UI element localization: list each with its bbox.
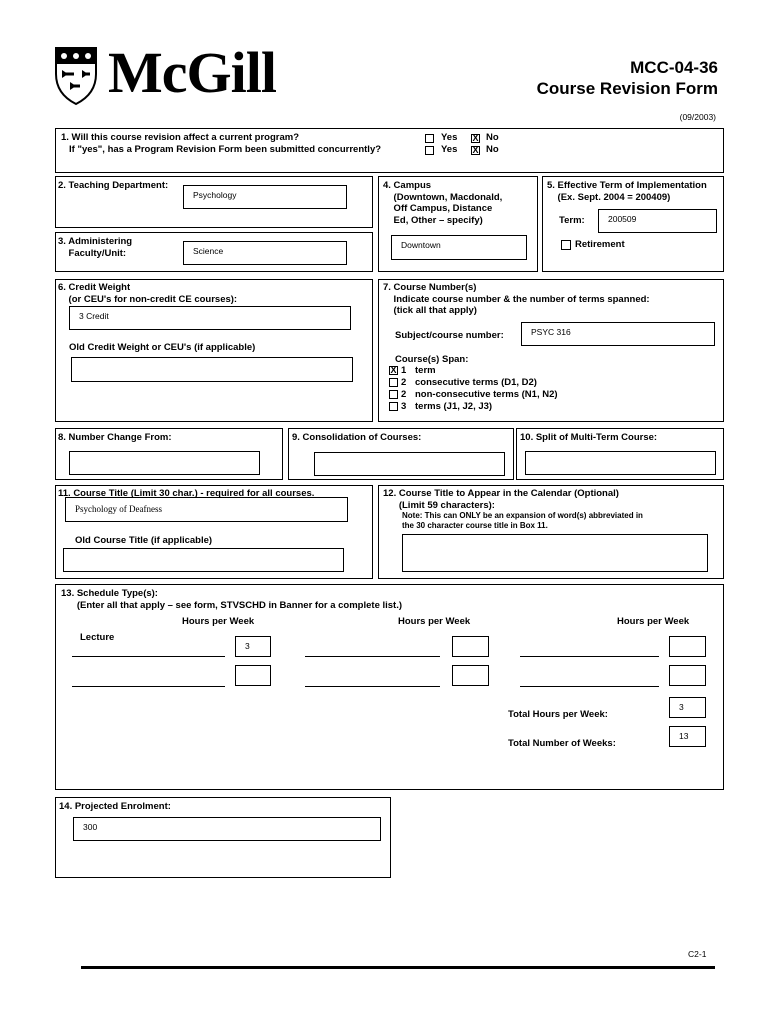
form-code: MCC-04-36 bbox=[630, 58, 718, 77]
q1-question: 1. Will this course revision affect a current program? bbox=[61, 132, 300, 143]
mcgill-crest-logo bbox=[52, 44, 100, 106]
q12-label: 12. Course Title to Appear in the Calendar (Optional) (Limit 59 characters): bbox=[383, 488, 619, 511]
q14-label: 14. Projected Enrolment: bbox=[59, 801, 171, 812]
subject-course-number-label: Subject/course number: bbox=[395, 330, 504, 341]
q1b-yes-checkbox[interactable] bbox=[425, 146, 434, 155]
schedule-type-line[interactable] bbox=[72, 686, 225, 687]
q8-label: 8. Number Change From: bbox=[58, 432, 172, 443]
old-credit-weight-field[interactable] bbox=[71, 357, 353, 382]
q1-yes-checkbox[interactable] bbox=[425, 134, 434, 143]
course-span-label: Course(s) Span: bbox=[395, 354, 469, 365]
term-field[interactable]: 200509 bbox=[598, 209, 717, 233]
hours-field[interactable] bbox=[669, 636, 706, 657]
q1-followup: If "yes", has a Program Revision Form been submitted concurrently? bbox=[69, 144, 382, 155]
campus-field[interactable]: Downtown bbox=[391, 235, 527, 260]
subject-course-number-field[interactable]: PSYC 316 bbox=[521, 322, 715, 346]
q1b-yes-label: Yes bbox=[441, 144, 458, 155]
course-title-field[interactable]: Psychology of Deafness bbox=[65, 497, 348, 522]
split-course-field[interactable] bbox=[525, 451, 716, 475]
schedule-type-value[interactable]: Lecture bbox=[80, 632, 115, 643]
span-option-checkbox[interactable] bbox=[389, 378, 398, 387]
q1-no-checkbox[interactable]: X bbox=[472, 133, 479, 143]
q11-label: 11. Course Title (Limit 30 char.) - required for all courses. bbox=[58, 488, 315, 499]
q6-label: 6. Credit Weight (or CEU's for non-credit CE courses): bbox=[58, 282, 238, 305]
teaching-department-field[interactable]: Psychology bbox=[183, 185, 347, 209]
q1b-no-label: No bbox=[486, 144, 499, 155]
page-code: C2-1 bbox=[688, 949, 707, 959]
retirement-checkbox[interactable] bbox=[561, 240, 571, 250]
q10-label: 10. Split of Multi-Term Course: bbox=[520, 432, 658, 443]
old-course-title-field[interactable] bbox=[63, 548, 344, 572]
total-weeks-label: Total Number of Weeks: bbox=[508, 738, 616, 749]
span-option-number: 2 bbox=[401, 389, 407, 400]
hours-field[interactable] bbox=[235, 665, 271, 686]
schedule-type-line[interactable] bbox=[305, 686, 440, 687]
q9-label: 9. Consolidation of Courses: bbox=[292, 432, 422, 443]
q13-label: 13. Schedule Type(s): (Enter all that apply – see form, STVSCHD in Banner for a complete list.) bbox=[61, 588, 403, 611]
consolidation-field[interactable] bbox=[314, 452, 505, 476]
hours-field[interactable] bbox=[452, 665, 489, 686]
q2-label: 2. Teaching Department: bbox=[58, 180, 169, 191]
span-option-text: consecutive terms (D1, D2) bbox=[415, 377, 537, 388]
credit-weight-field[interactable]: 3 Credit bbox=[69, 306, 351, 330]
schedule-type-line bbox=[72, 656, 225, 657]
brand-wordmark: McGill bbox=[108, 40, 276, 105]
hours-field[interactable] bbox=[452, 636, 489, 657]
hours-field[interactable] bbox=[669, 665, 706, 686]
retirement-label: Retirement bbox=[575, 239, 625, 250]
span-option-checkbox[interactable]: X bbox=[390, 365, 397, 375]
span-option-text: non-consecutive terms (N1, N2) bbox=[415, 389, 558, 400]
total-hours-field[interactable]: 3 bbox=[669, 697, 706, 718]
footer-rule bbox=[81, 966, 715, 969]
total-hours-label: Total Hours per Week: bbox=[508, 709, 608, 720]
old-course-title-label: Old Course Title (if applicable) bbox=[75, 535, 213, 546]
hours-field[interactable]: 3 bbox=[235, 636, 271, 657]
q3-label: 3. Administering Faculty/Unit: bbox=[58, 236, 133, 259]
q12-note: Note: This can ONLY be an expansion of word(s) abbreviated in the 30 character course title in Box 11. bbox=[402, 511, 643, 530]
span-option-text: term bbox=[415, 365, 436, 376]
schedule-type-line[interactable] bbox=[305, 656, 440, 657]
span-option-number: 1 bbox=[401, 365, 407, 376]
hours-header-2: Hours per Week bbox=[398, 616, 471, 627]
span-option-number: 2 bbox=[401, 377, 407, 388]
administering-unit-field[interactable]: Science bbox=[183, 241, 347, 265]
hours-header-3: Hours per Week bbox=[617, 616, 690, 627]
form-title: Course Revision Form bbox=[536, 79, 718, 98]
span-option-checkbox[interactable] bbox=[389, 402, 398, 411]
q1-yes-label: Yes bbox=[441, 132, 458, 143]
total-weeks-field[interactable]: 13 bbox=[669, 726, 706, 747]
schedule-type-line[interactable] bbox=[520, 686, 659, 687]
span-option-checkbox[interactable] bbox=[389, 390, 398, 399]
q1-no-label: No bbox=[486, 132, 499, 143]
q4-label: 4. Campus (Downtown, Macdonald, Off Campus, Distance Ed, Other – specify) bbox=[383, 180, 503, 226]
old-credit-weight-label: Old Credit Weight or CEU's (if applicable) bbox=[69, 342, 256, 353]
term-label: Term: bbox=[559, 215, 585, 226]
span-option-text: terms (J1, J2, J3) bbox=[415, 401, 493, 412]
number-change-field[interactable] bbox=[69, 451, 260, 475]
span-option-number: 3 bbox=[401, 401, 407, 412]
schedule-type-line[interactable] bbox=[520, 656, 659, 657]
projected-enrolment-field[interactable]: 300 bbox=[73, 817, 381, 841]
q1b-no-checkbox[interactable]: X bbox=[472, 145, 479, 155]
q7-label: 7. Course Number(s) Indicate course number & the number of terms spanned: (tick all that apply) bbox=[383, 282, 650, 316]
hours-header-1: Hours per Week bbox=[182, 616, 255, 627]
q13-section bbox=[55, 584, 724, 790]
calendar-title-field[interactable] bbox=[402, 534, 708, 572]
revision-date: (09/2003) bbox=[679, 112, 716, 122]
q5-label: 5. Effective Term of Implementation (Ex. Sept. 2004 = 200409) bbox=[547, 180, 707, 203]
